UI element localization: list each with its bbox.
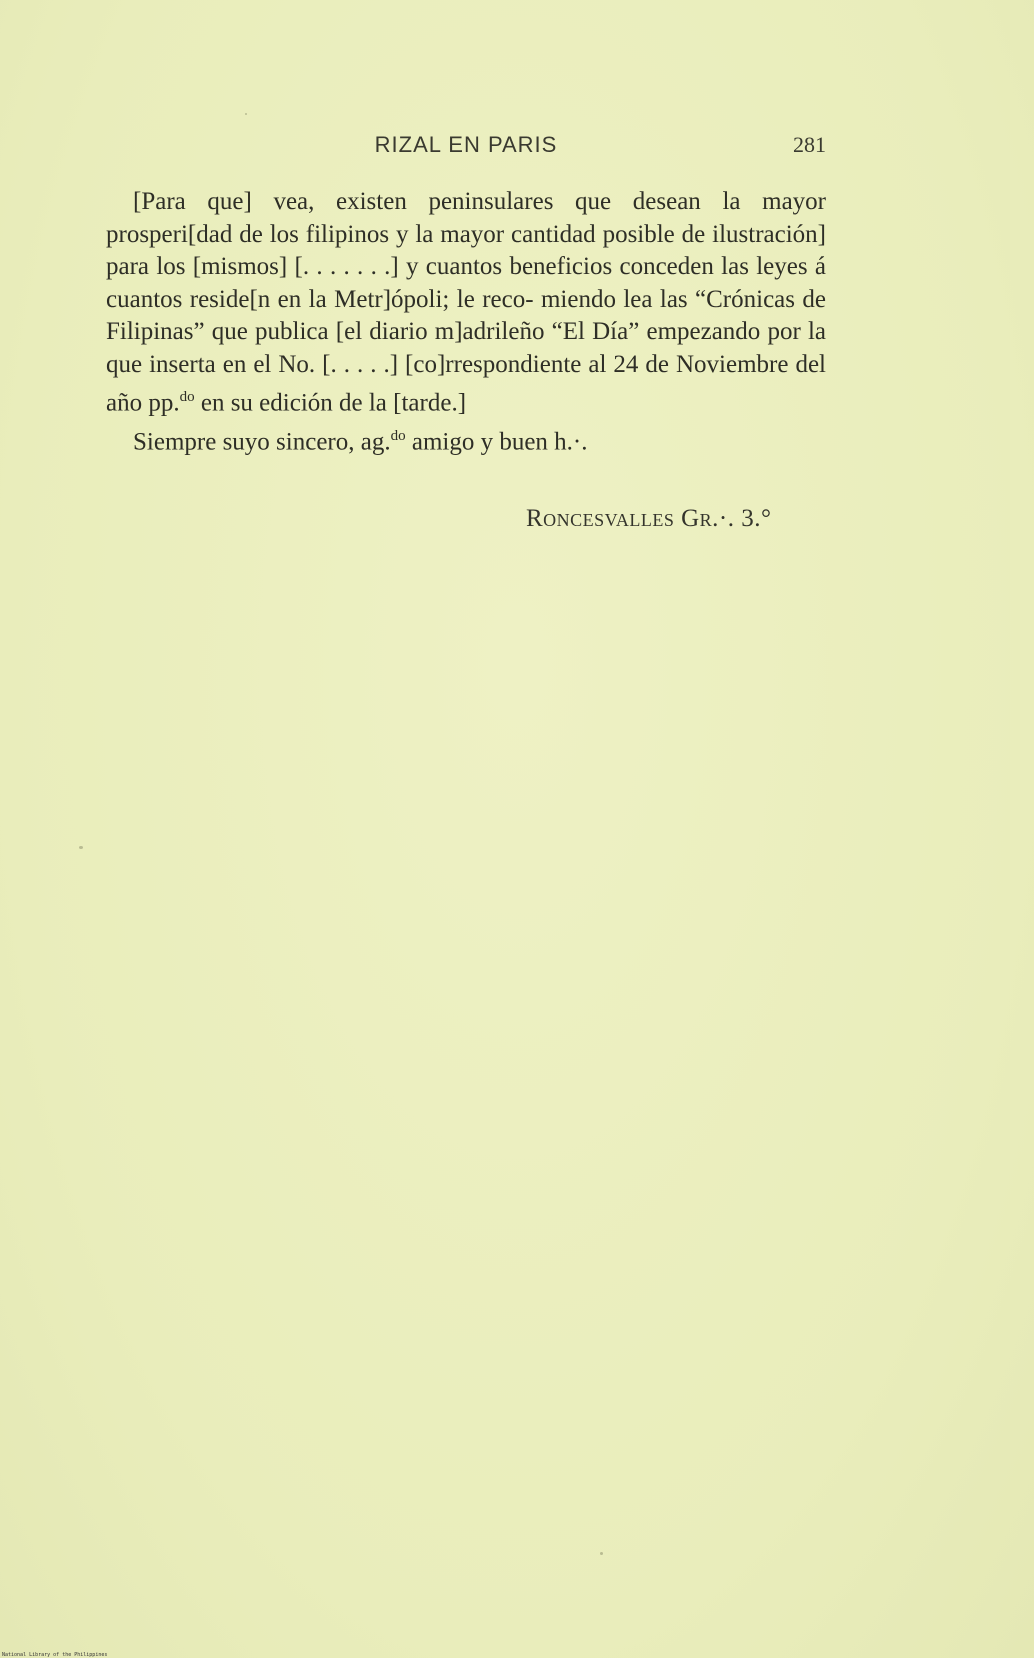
paragraph-1-text: [Para que] vea, existen peninsulares que desean la mayor prosperi[dad de los filipinos y la mayor cantidad posible de ilustración] para los [mismos] [. . . . . . .] y cuantos beneficios conceden las leyes á cuantos reside[n en la Metr]ópoli; le reco- miendo lea las “Crónicas de Filipinas” que publica [el diario m]adrileño “El Día” empezando por la que inserta en el No. [. . . . .] [co]rrespondiente al 24 de Noviembre del año pp. [106, 188, 826, 417]
footer-credit: National Library of the Philippines [2, 1652, 108, 1658]
running-head [106, 132, 826, 162]
paragraph-2 [106, 420, 826, 459]
paragraph-2-start: Siempre suyo sincero, ag. [133, 428, 391, 456]
running-head-title: RIZAL EN PARIS [374, 132, 558, 157]
paper-speck [79, 846, 83, 849]
paragraph-2-superscript: do [390, 427, 406, 444]
paragraph-1-superscript: do [179, 389, 195, 405]
paragraph-2-end: amigo y buen h.·. [405, 428, 588, 456]
letter-body [106, 186, 826, 459]
paragraph-1 [106, 186, 826, 420]
paragraph-1-end: en su edición de la [tarde.] [194, 389, 467, 417]
paper-speck [600, 1552, 603, 1555]
page-number: 281 [793, 132, 826, 157]
signature: Roncesvalles Gr.·. 3.° [526, 505, 772, 532]
paper-speck [245, 113, 247, 115]
